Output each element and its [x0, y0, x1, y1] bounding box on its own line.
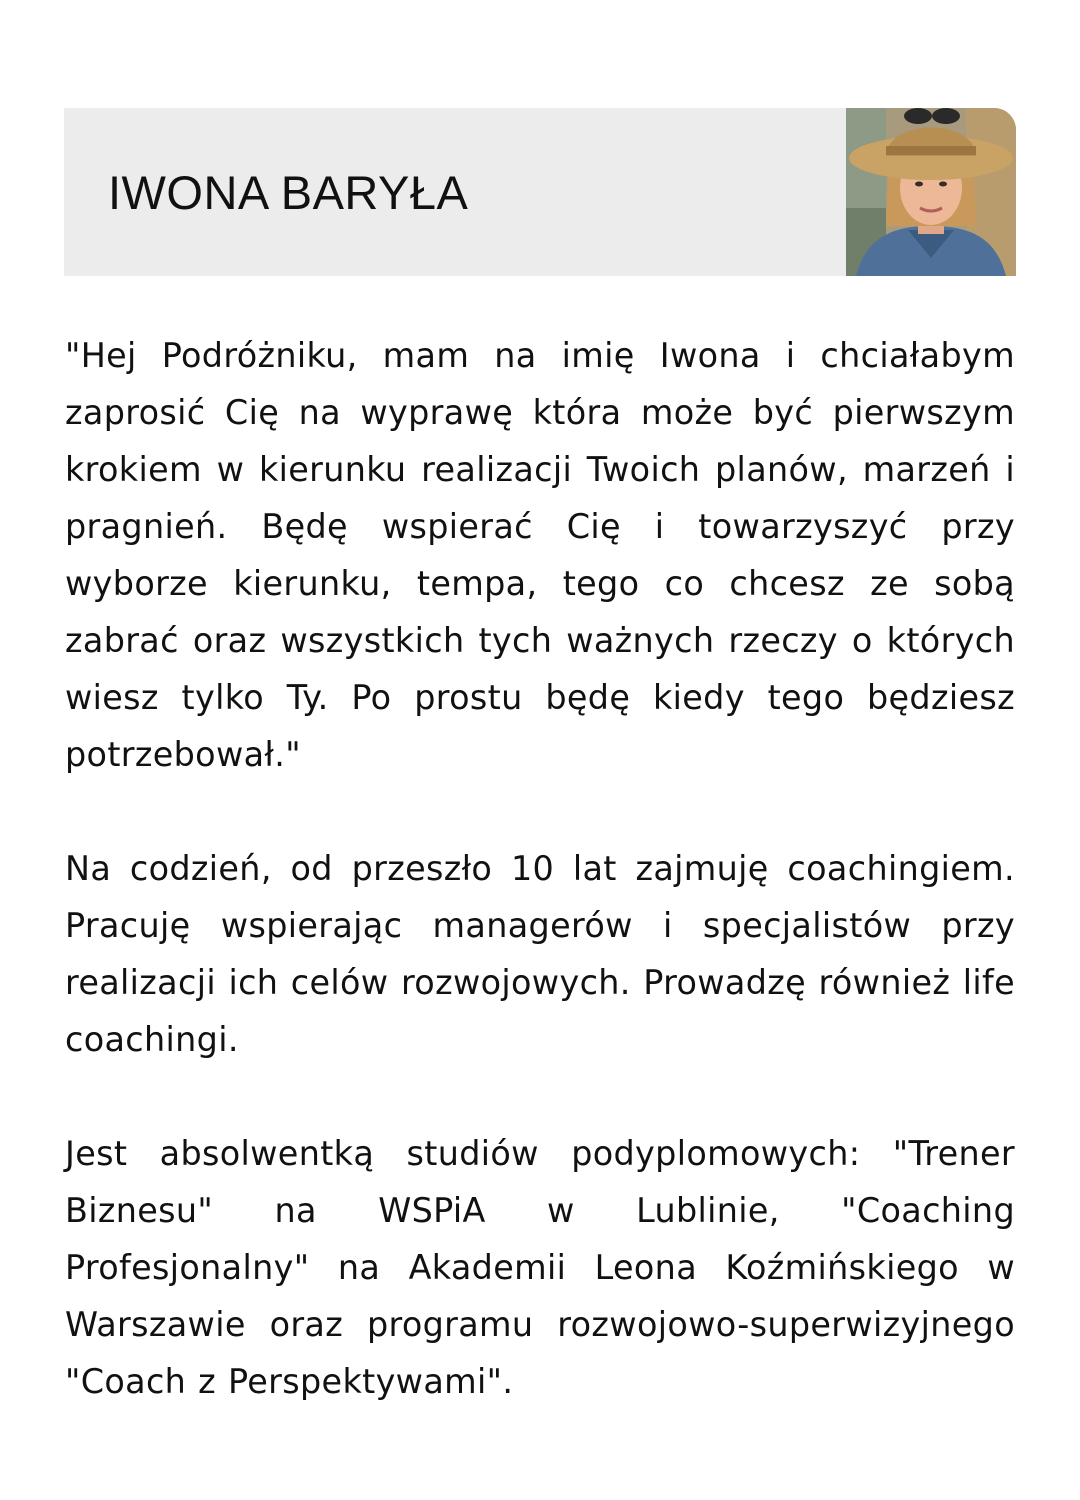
bio-education-paragraph: Jest absolwentką studiów podyplomowych: "Trener Biznesu" na WSPiA w Lublinie, "Coaching Profesjonalny" na Akademii Leona Koźmińskiego w Warszawie oraz programu rozwojowo-superwizyjnego "Coach z Perspektywami". [65, 1134, 1015, 1401]
bio-content [65, 327, 1015, 1410]
profile-header [64, 108, 1016, 276]
profile-photo [846, 108, 1016, 276]
profile-name: IWONA BARYŁA [108, 166, 469, 219]
bio-experience-paragraph: Na codzień, od przeszło 10 lat zajmuję coachingiem. Pracuję wspierając managerów i specjalistów przy realizacji ich celów rozwojowych. Prowadzę również life coachingi. [65, 849, 1015, 1059]
bio-quote-paragraph: "Hej Podróżniku, mam na imię Iwona i chciałabym zaprosić Cię na wyprawę która może być pierwszym krokiem w kierunku realizacji Twoich planów, marzeń i pragnień. Będę wspierać Cię i towarzyszyć przy wyborze kierunku, tempa, tego co chcesz ze sobą zabrać oraz wszystkich tych ważnych rzeczy o których wiesz tylko Ty. Po prostu będę kiedy tego będziesz potrzebował." [65, 336, 1015, 774]
